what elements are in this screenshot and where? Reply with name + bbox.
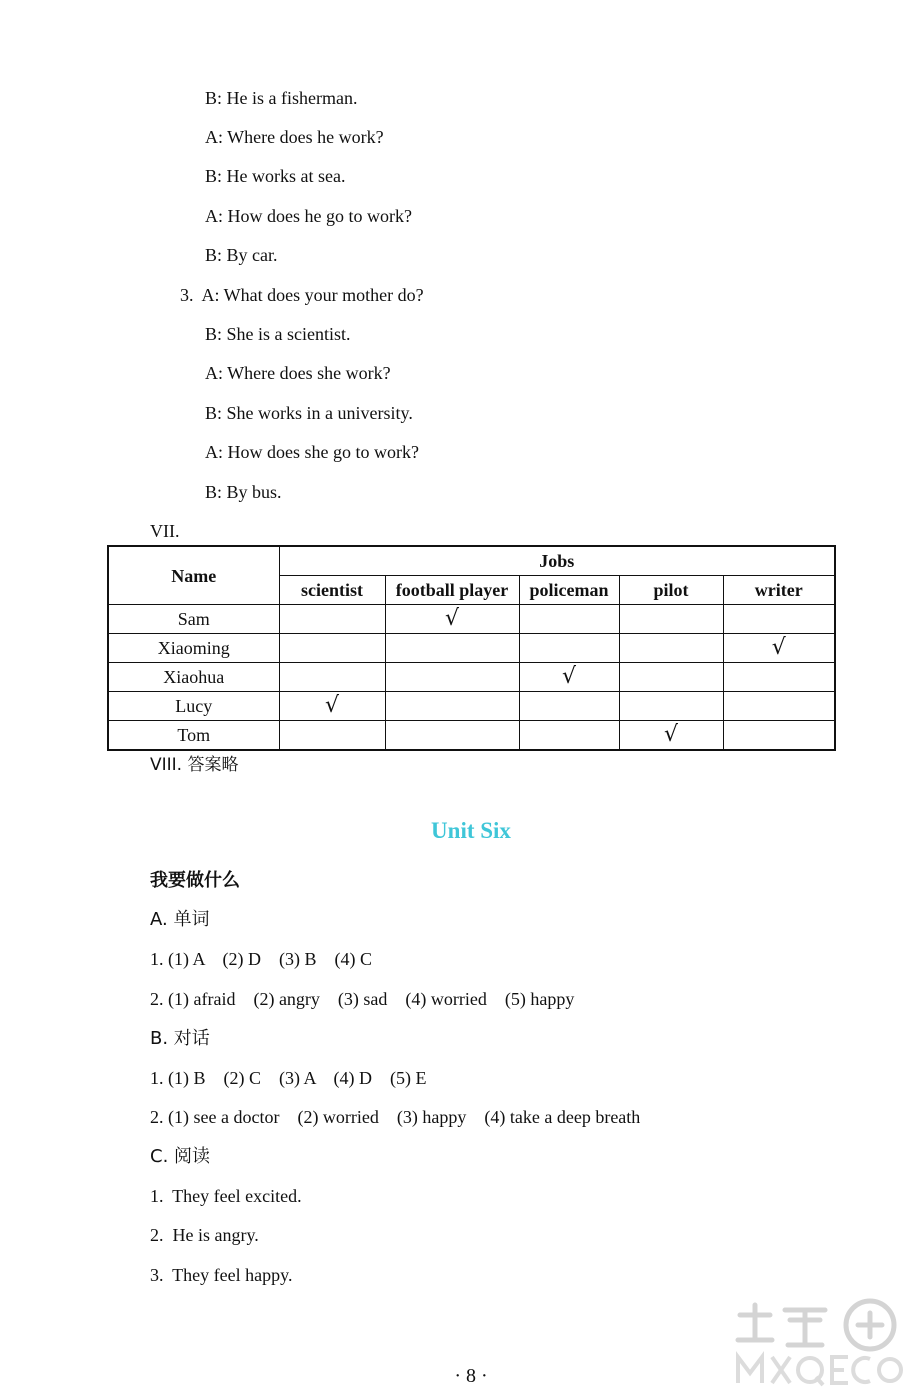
job-column-header: football player <box>385 576 519 605</box>
job-cell <box>619 663 723 692</box>
sub-heading: 我要做什么 <box>150 870 240 891</box>
job-column-header: scientist <box>279 576 385 605</box>
job-cell <box>279 721 385 751</box>
part-b-heading: B. 对话 <box>150 1028 210 1049</box>
job-cell <box>723 605 835 634</box>
job-column-header: pilot <box>619 576 723 605</box>
job-cell <box>723 692 835 721</box>
answer-line: 2. (1) afraid (2) angry (3) sad (4) worried (5) happy <box>150 989 575 1009</box>
table-row <box>108 605 835 634</box>
table-row <box>108 663 835 692</box>
job-cell <box>519 692 619 721</box>
job-cell <box>279 634 385 663</box>
dialogue-line: A: How does she go to work? <box>205 442 419 462</box>
unit-title: Unit Six <box>431 818 511 843</box>
job-cell <box>519 605 619 634</box>
dialogue-line: A: Where does she work? <box>205 363 391 383</box>
person-name-cell: Lucy <box>108 692 279 721</box>
checkmark-icon: √ <box>324 693 340 718</box>
job-cell <box>385 634 519 663</box>
jobs-table <box>107 545 836 751</box>
job-cell <box>519 721 619 751</box>
dialogue-line: B: He is a fisherman. <box>205 88 358 108</box>
job-cell <box>723 663 835 692</box>
person-name-cell: Sam <box>108 605 279 634</box>
job-cell <box>619 692 723 721</box>
checkmark-icon: √ <box>771 635 786 660</box>
dialogue-line: A: Where does he work? <box>205 127 384 147</box>
dialogue-line: 3. A: What does your mother do? <box>180 285 424 305</box>
job-cell <box>723 721 835 751</box>
job-cell <box>385 721 519 751</box>
person-name-cell: Tom <box>108 721 279 751</box>
job-cell <box>279 605 385 634</box>
job-cell <box>619 605 723 634</box>
person-name-cell: Xiaohua <box>108 663 279 692</box>
section-label-viii: VIII. 答案略 <box>150 755 239 775</box>
answer-line: 3. They feel happy. <box>150 1265 293 1285</box>
job-cell <box>385 605 519 634</box>
part-c-heading: C. 阅读 <box>150 1146 211 1167</box>
jobs-header: Jobs <box>279 546 835 576</box>
name-header: Name <box>108 546 279 605</box>
dialogue-line: B: She is a scientist. <box>205 324 351 344</box>
job-cell <box>723 634 835 663</box>
job-cell <box>619 721 723 751</box>
job-column-header: writer <box>723 576 835 605</box>
job-column-header: policeman <box>519 576 619 605</box>
table-row <box>108 721 835 751</box>
checkmark-icon: √ <box>663 722 679 747</box>
job-cell <box>619 634 723 663</box>
checkmark-icon: √ <box>444 606 460 631</box>
dialogue-line: A: How does he go to work? <box>205 206 412 226</box>
answer-line: 1. (1) A (2) D (3) B (4) C <box>150 949 372 969</box>
answer-line: 1. (1) B (2) C (3) A (4) D (5) E <box>150 1068 427 1088</box>
table-row <box>108 634 835 663</box>
job-cell <box>519 634 619 663</box>
page-number: · 8 · <box>454 1365 488 1387</box>
answer-line: 2. He is angry. <box>150 1225 259 1245</box>
jobs-table-body <box>108 605 835 751</box>
part-a-heading: A. 单词 <box>150 909 210 930</box>
person-name-cell: Xiaoming <box>108 634 279 663</box>
answer-line: 2. (1) see a doctor (2) worried (3) happy (4) take a deep breath <box>150 1107 641 1127</box>
table-row <box>108 692 835 721</box>
section-label-vii: VII. <box>150 521 180 541</box>
dialogue-line: B: He works at sea. <box>205 166 346 186</box>
job-cell <box>385 692 519 721</box>
job-cell <box>519 663 619 692</box>
answer-line: 1. They feel excited. <box>150 1186 302 1206</box>
watermark-logo <box>730 1295 905 1390</box>
dialogue-line: B: By car. <box>205 245 278 265</box>
job-cell <box>385 663 519 692</box>
job-cell <box>279 663 385 692</box>
dialogue-line: B: By bus. <box>205 482 282 502</box>
checkmark-icon: √ <box>561 664 577 689</box>
job-cell <box>279 692 385 721</box>
dialogue-line: B: She works in a university. <box>205 403 413 423</box>
